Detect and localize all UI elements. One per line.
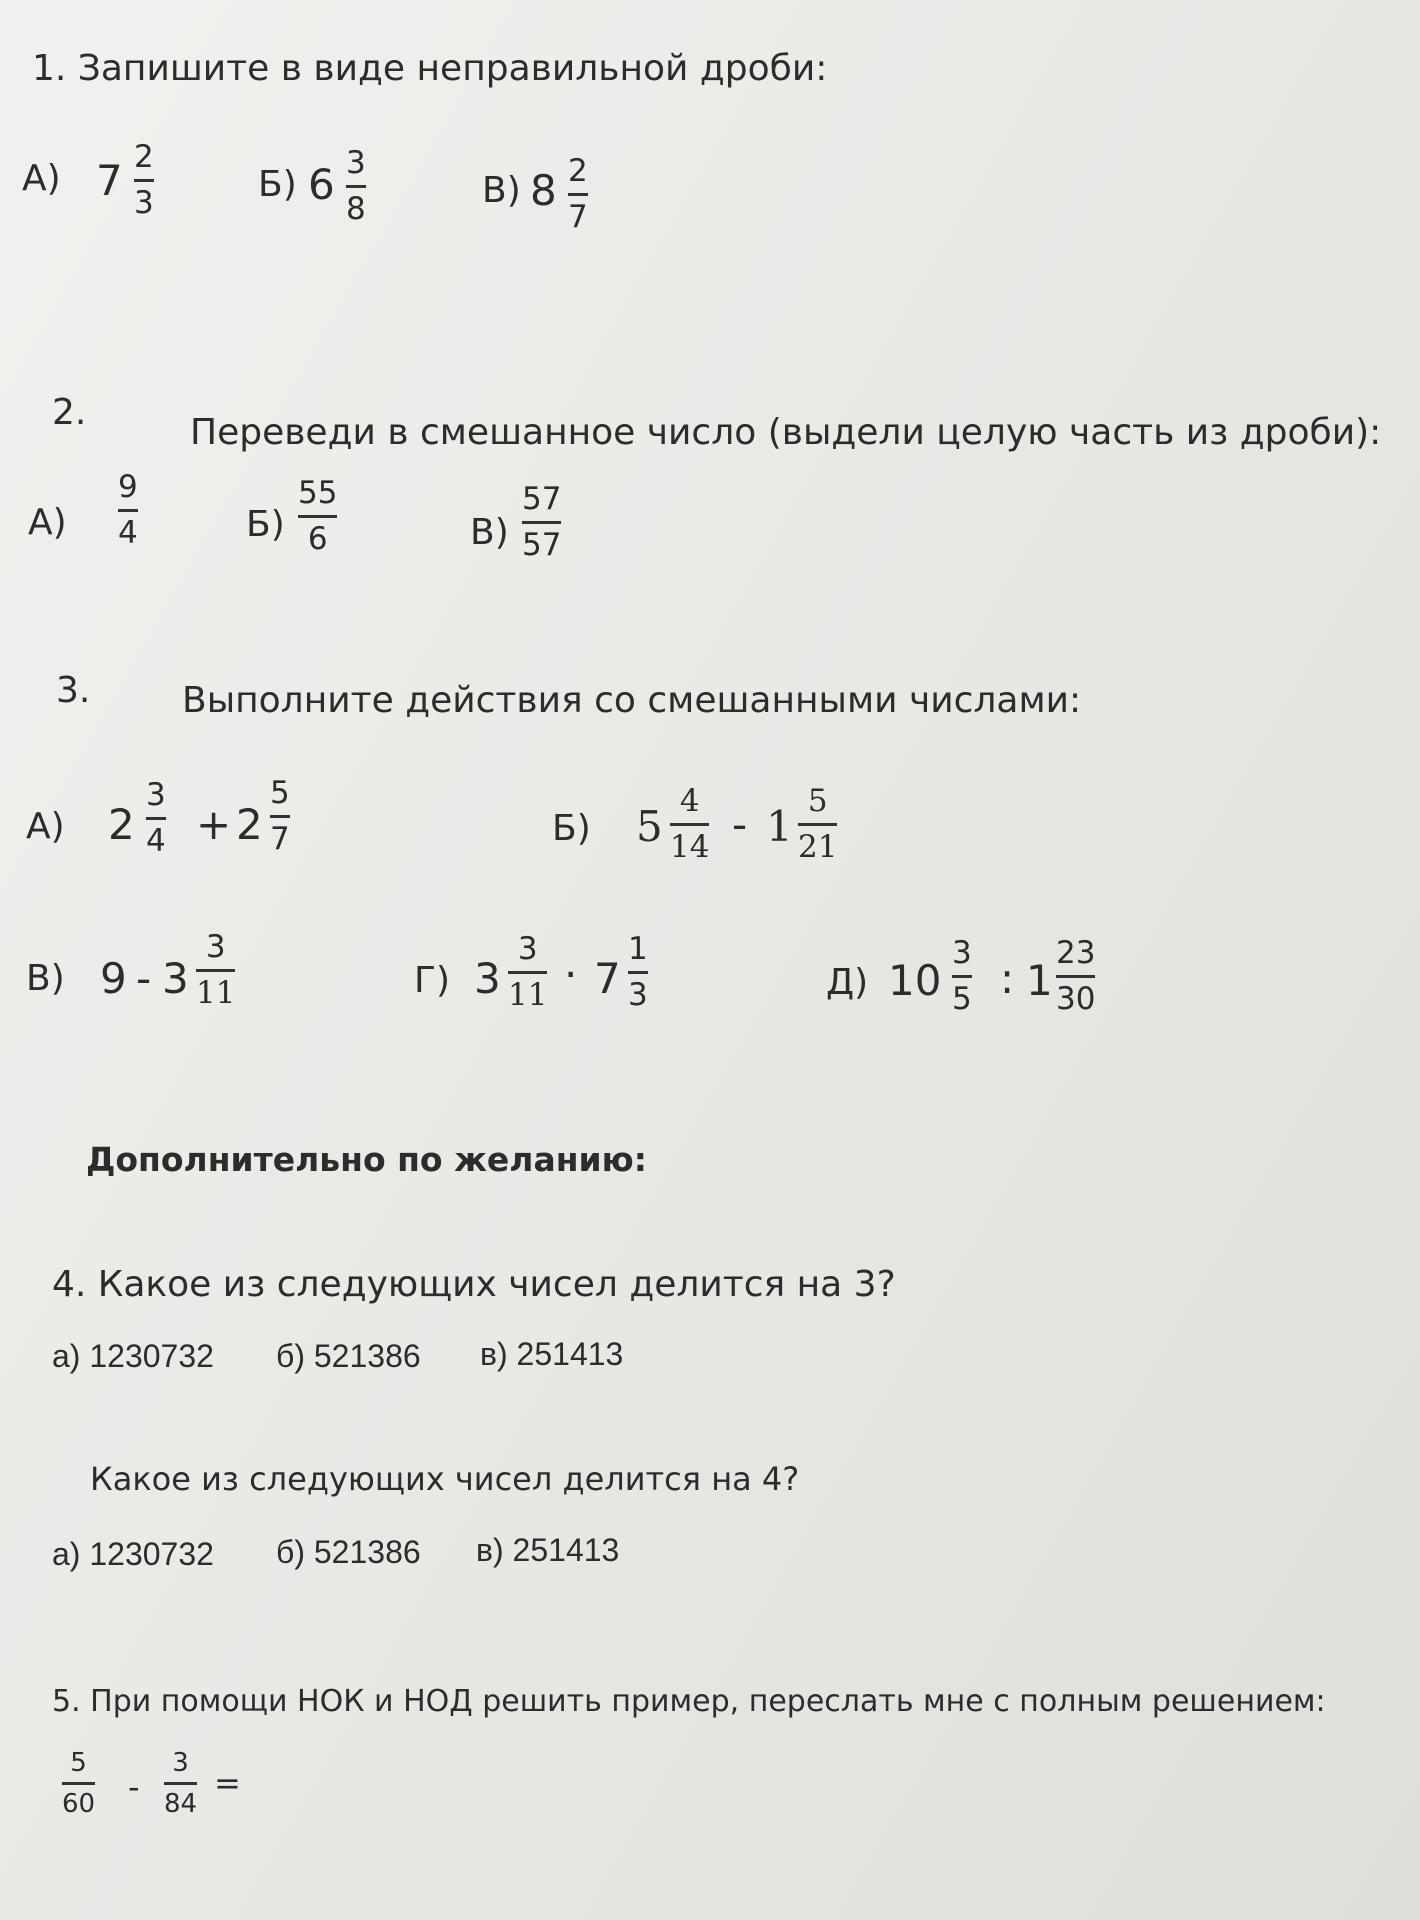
- task3-a-whole1: 2: [108, 800, 135, 849]
- task1-title: 1. Запишите в виде неправильной дроби:: [32, 48, 828, 89]
- task3-e-fraction1: [952, 935, 972, 1017]
- denominator: 4: [146, 823, 166, 859]
- task3-e-fraction2: [1056, 935, 1096, 1017]
- numerator: 55: [298, 475, 338, 511]
- numerator: 5: [807, 783, 828, 819]
- task1-b-label: Б): [258, 164, 297, 205]
- task3-a-fraction1: [146, 777, 166, 859]
- task2-c-label: В): [470, 512, 509, 553]
- task1-c-fraction: [568, 153, 588, 235]
- task2-a-label: А): [28, 502, 67, 543]
- task4-q2-option-c: в) 251413: [476, 1532, 620, 1568]
- fraction-bar: [798, 823, 837, 826]
- numerator: 1: [628, 931, 648, 967]
- fraction-bar: [164, 1782, 197, 1785]
- task3-a-whole2: 2: [236, 800, 263, 849]
- task1-c-whole: 8: [530, 166, 557, 215]
- task3-b-operator: -: [732, 800, 748, 849]
- fraction-bar: [346, 185, 366, 188]
- fraction-bar: [270, 815, 290, 818]
- task3-a-label: А): [26, 806, 65, 847]
- task3-b-fraction1: [670, 783, 710, 865]
- task4-question1: 4. Какое из следующих чисел делится на 3?: [52, 1264, 896, 1305]
- task2-title: Переведи в смешанное число (выдели целую часть из дроби):: [190, 412, 1382, 453]
- fraction-bar: [628, 971, 648, 974]
- task2-c-fraction: [522, 481, 562, 563]
- task2-b-label: Б): [246, 504, 285, 545]
- denominator: 11: [508, 977, 548, 1013]
- task5-fraction2: [164, 1750, 197, 1817]
- denominator: 6: [307, 521, 328, 557]
- task5-operator: -: [128, 1768, 140, 1806]
- fraction-bar: [508, 971, 547, 974]
- task2-b-fraction: [298, 475, 338, 557]
- task3-c-lhs: 9: [100, 954, 127, 1003]
- task3-c-fraction: [196, 929, 236, 1011]
- task1-a-whole: 7: [96, 156, 123, 205]
- numerator: 5: [70, 1748, 87, 1778]
- task3-e-label: Д): [826, 962, 869, 1003]
- task1-b-whole: 6: [308, 160, 335, 209]
- task4-q1-option-c: в) 251413: [480, 1336, 624, 1372]
- task3-a-fraction2: [270, 775, 290, 857]
- task5-equals: =: [214, 1764, 241, 1802]
- task3-d-fraction1: [508, 931, 548, 1013]
- task4-q1-option-a: а) 1230732: [52, 1338, 214, 1374]
- denominator: 14: [670, 829, 710, 865]
- denominator: 57: [522, 527, 562, 563]
- denominator: 3: [628, 977, 648, 1013]
- numerator: 3: [205, 929, 226, 965]
- denominator: 60: [62, 1789, 96, 1819]
- task4-q2-option-a: а) 1230732: [52, 1536, 214, 1572]
- numerator: 4: [679, 783, 700, 819]
- task3-b-whole2: 1: [766, 802, 793, 851]
- task2-a-fraction: [118, 469, 138, 551]
- task3-d-label: Г): [414, 960, 450, 1001]
- task1-c-label: В): [482, 170, 521, 211]
- denominator: 8: [346, 191, 366, 227]
- task4-q2-option-b: б) 521386: [276, 1534, 421, 1570]
- numerator: 2: [134, 139, 154, 175]
- extra-title: Дополнительно по желанию:: [86, 1140, 647, 1179]
- task3-b-label: Б): [552, 808, 591, 849]
- task5-fraction1: [62, 1750, 95, 1817]
- fraction-bar: [670, 823, 709, 826]
- task3-c-label: В): [26, 958, 65, 999]
- denominator: 4: [118, 515, 138, 551]
- task4-q1-option-b: б) 521386: [276, 1338, 421, 1374]
- denominator: 7: [568, 199, 588, 235]
- numerator: 3: [952, 935, 972, 971]
- task3-a-operator: +: [196, 800, 232, 849]
- task1-b-fraction: [346, 145, 366, 227]
- task3-e-operator: :: [1000, 954, 1015, 1003]
- denominator: 7: [270, 821, 290, 857]
- task1-a-fraction: [134, 139, 154, 221]
- fraction-bar: [1056, 975, 1095, 978]
- denominator: 3: [134, 185, 154, 221]
- numerator: 5: [270, 775, 290, 811]
- numerator: 57: [522, 481, 562, 517]
- fraction-bar: [146, 817, 166, 820]
- numerator: 3: [172, 1748, 189, 1778]
- task3-d-whole2: 7: [594, 954, 621, 1003]
- task3-d-whole1: 3: [474, 954, 501, 1003]
- denominator: 11: [196, 975, 236, 1011]
- denominator: 21: [798, 829, 838, 865]
- task3-c-whole2: 3: [162, 954, 189, 1003]
- task3-d-fraction2: [628, 931, 648, 1013]
- task3-number: 3.: [56, 670, 91, 711]
- task5-title: 5. При помощи НОК и НОД решить пример, переслать мне с полным решением:: [52, 1684, 1326, 1719]
- numerator: 3: [146, 777, 166, 813]
- task3-title: Выполните действия со смешанными числами:: [182, 680, 1082, 721]
- fraction-bar: [522, 521, 561, 524]
- fraction-bar: [568, 193, 588, 196]
- task3-e-whole1: 10: [888, 956, 942, 1005]
- fraction-bar: [118, 509, 138, 512]
- task4-question2: Какое из следующих чисел делится на 4?: [90, 1460, 800, 1498]
- numerator: 3: [517, 931, 538, 967]
- fraction-bar: [62, 1782, 95, 1785]
- numerator: 2: [568, 153, 588, 189]
- task3-b-whole1: 5: [636, 802, 663, 851]
- task1-a-label: А): [22, 158, 61, 199]
- fraction-bar: [196, 969, 235, 972]
- fraction-bar: [134, 179, 154, 182]
- denominator: 84: [164, 1789, 198, 1819]
- task3-d-operator: ·: [564, 950, 578, 999]
- numerator: 3: [346, 145, 366, 181]
- fraction-bar: [298, 515, 337, 518]
- task3-c-operator: -: [136, 954, 152, 1003]
- task2-number: 2.: [52, 392, 87, 433]
- fraction-bar: [952, 975, 972, 978]
- denominator: 5: [952, 981, 972, 1017]
- numerator: 9: [118, 469, 138, 505]
- task3-e-whole2: 1: [1026, 956, 1053, 1005]
- task3-b-fraction2: [798, 783, 838, 865]
- numerator: 23: [1056, 935, 1096, 971]
- denominator: 30: [1056, 981, 1096, 1017]
